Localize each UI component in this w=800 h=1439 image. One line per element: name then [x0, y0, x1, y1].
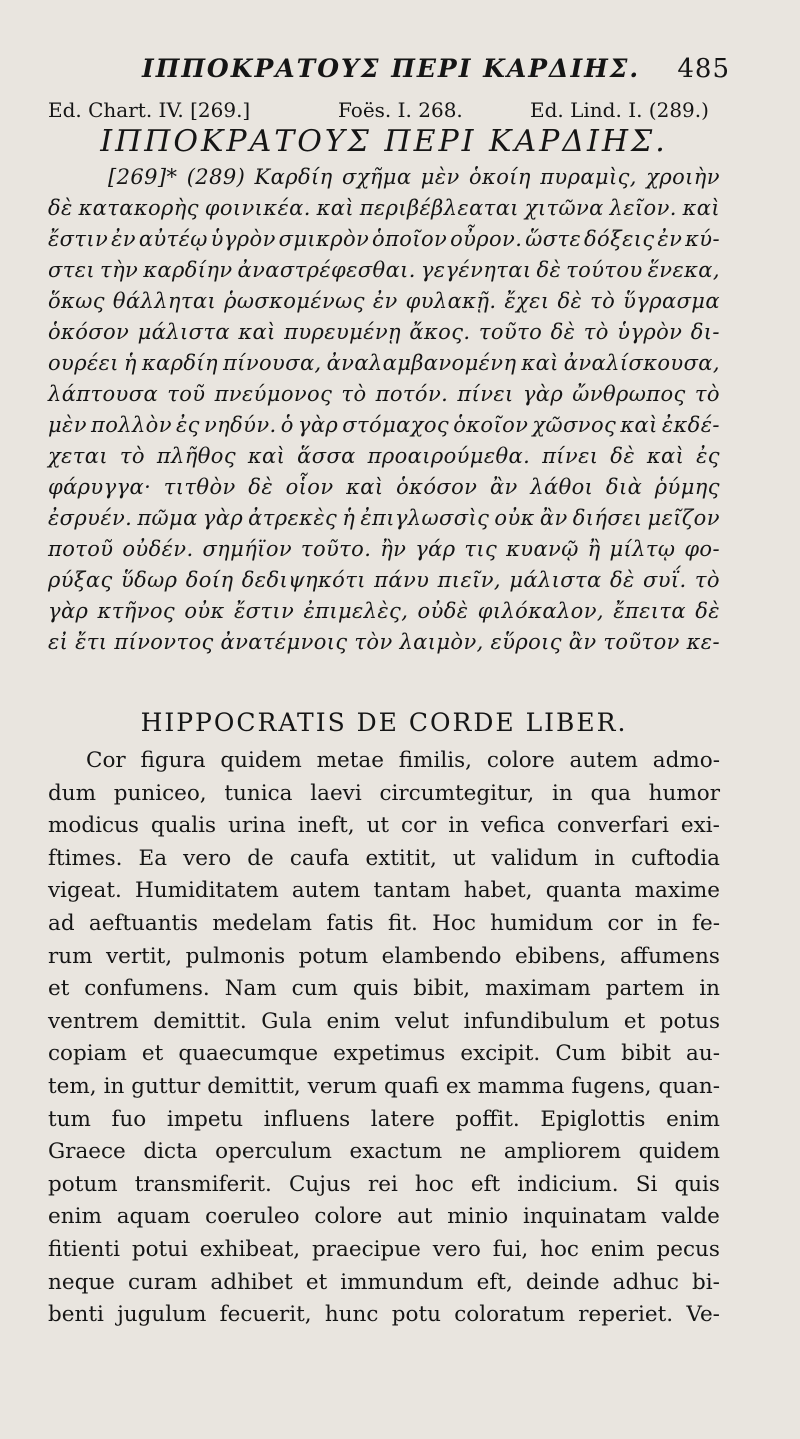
greek-text-line: γὰρ κτῆνος οὐκ ἔστιν ἐπιμελὲς, οὐδὲ φιλόκαλον, ἔπειτα δὲ — [48, 599, 720, 623]
latin-text-line: modicus qualis urina ineft, ut cor in vefica converfari exi- — [48, 813, 720, 839]
greek-text-line: ρύξας ὕδωρ δοίη δεδιψηκότι πάνυ πιεῖν, μάλιστα δὲ συΐ. τὸ — [48, 568, 720, 592]
latin-text-line: benti jugulum fecuerit, hunc potu coloratum reperiet. Ve- — [48, 1302, 720, 1328]
latin-text-line: ftimes. Ea vero de caufa extitit, ut validum in cuftodia — [48, 845, 720, 871]
greek-text-line: δὲ κατακορὴς φοινικέα. καὶ περιβέβλεαται χιτῶνα λεῖον. καὶ — [48, 196, 720, 220]
page-number: 485 — [677, 54, 730, 84]
latin-text-line: vigeat. Humiditatem autem tantam habet, quanta maxime — [48, 878, 720, 904]
running-title: ΙΠΠΟΚΡΑΤΟΥΣ ΠΕΡΙ ΚΑΡΔΙΗΣ. — [142, 54, 641, 83]
greek-section-title: ΙΠΠΟΚΡΑΤΟΥΣ ΠΕΡΙ ΚΑΡΔΙΗΣ. — [100, 124, 668, 159]
latin-text-line: Cor figura quidem metae fimilis, colore autem admo- — [86, 748, 720, 773]
latin-text-line: tem, in guttur demittit, verum quafi ex mamma fugens, quan- — [48, 1073, 720, 1099]
greek-text-line: [269]* (289) Καρδίη σχῆμα μὲν ὁκοίη πυραμὶς, χροιὴν — [108, 165, 720, 189]
edition-ref-linden: Ed. Lind. I. (289.) — [530, 98, 709, 122]
latin-text-line: et confumens. Nam cum quis bibit, maximam partem in — [48, 976, 720, 1002]
greek-text-line: ἔστιν ἐν αὐτέῳ ὑγρὸν σμικρὸν ὁποῖον οὖρον. ὥστε δόξεις ἐν κύ- — [48, 227, 720, 251]
latin-text-block — [48, 745, 720, 1332]
page-header — [110, 54, 730, 94]
greek-text-line: εἰ ἔτι πίνοντος ἀνατέμνοις τὸν λαιμὸν, εὕροις ἂν τοῦτον κε- — [48, 630, 720, 654]
edition-references — [48, 98, 728, 124]
latin-text-line: ad aeftuantis medelam fatis fit. Hoc humidum cor in fe- — [48, 910, 720, 936]
greek-text-line: στει τὴν καρδίην ἀναστρέφεσθαι. γεγένηται δὲ τούτου ἕνεκα, — [48, 258, 720, 282]
greek-text-line: λάπτουσα τοῦ πνεύμονος τὸ ποτόν. πίνει γὰρ ὤνθρωπος τὸ — [48, 382, 720, 406]
greek-text-line: ὁκόσον μάλιστα καὶ πυρευμένῃ ἄκος. τοῦτο δὲ τὸ ὑγρὸν δι- — [48, 320, 720, 344]
latin-text-line: fitienti potui exhibeat, praecipue vero fui, hoc enim pecus — [48, 1236, 720, 1262]
edition-ref-chartier: Ed. Chart. IV. [269.] — [48, 98, 251, 122]
latin-text-line: copiam et quaecumque expetimus excipit. Cum bibit au- — [48, 1041, 720, 1067]
latin-text-line: neque curam adhibet et immundum eft, deinde adhuc bi- — [48, 1269, 720, 1295]
latin-text-line: ventrem demittit. Gula enim velut infundibulum et potus — [48, 1008, 720, 1034]
greek-text-line: φάρυγγα· τιτθὸν δὲ οἷον καὶ ὁκόσον ἂν λάθοι διὰ ῥύμης — [48, 475, 720, 499]
latin-text-line: tum fuo impetu influens latere poffit. Epiglottis enim — [48, 1106, 720, 1132]
latin-text-line: dum puniceo, tunica laevi circumtegitur, in qua humor — [48, 780, 720, 806]
greek-text-block — [48, 162, 720, 658]
greek-text-line: χεται τὸ πλῆθος καὶ ἅσσα προαιρούμεθα. πίνει δὲ καὶ ἐς — [48, 444, 720, 468]
greek-text-line: ἐσρυέν. πῶμα γὰρ ἀτρεκὲς ἡ ἐπιγλωσσὶς οὐκ ἂν διήσει μεῖζον — [48, 506, 720, 530]
latin-section-title: HIPPOCRATIS DE CORDE LIBER. — [140, 708, 628, 737]
latin-text-line: rum vertit, pulmonis potum elambendo ebibens, affumens — [48, 943, 720, 969]
greek-text-line: ὅκως θάλληται ῥωσκομένως ἐν φυλακῇ. ἔχει δὲ τὸ ὕγρασμα — [48, 289, 720, 313]
latin-text-line: potum transmiferit. Cujus rei hoc eft indicium. Si quis — [48, 1171, 720, 1197]
greek-text-line: ουρέει ἡ καρδίη πίνουσα, ἀναλαμβανομένη καὶ ἀναλίσκουσα, — [48, 351, 720, 375]
latin-text-line: Graece dicta operculum exactum ne ampliorem quidem — [48, 1139, 720, 1165]
edition-ref-foes: Foës. I. 268. — [338, 98, 463, 122]
latin-text-line: enim aquam coeruleo colore aut minio inquinatam valde — [48, 1204, 720, 1230]
greek-text-line: μὲν πολλὸν ἐς νηδύν. ὁ γὰρ στόμαχος ὁκοῖον χῶσνος καὶ ἐκδέ- — [48, 413, 720, 437]
greek-text-line: ποτοῦ οὐδέν. σημήϊον τοῦτο. ἢν γάρ τις κυανῷ ἢ μίλτῳ φο- — [48, 537, 720, 561]
